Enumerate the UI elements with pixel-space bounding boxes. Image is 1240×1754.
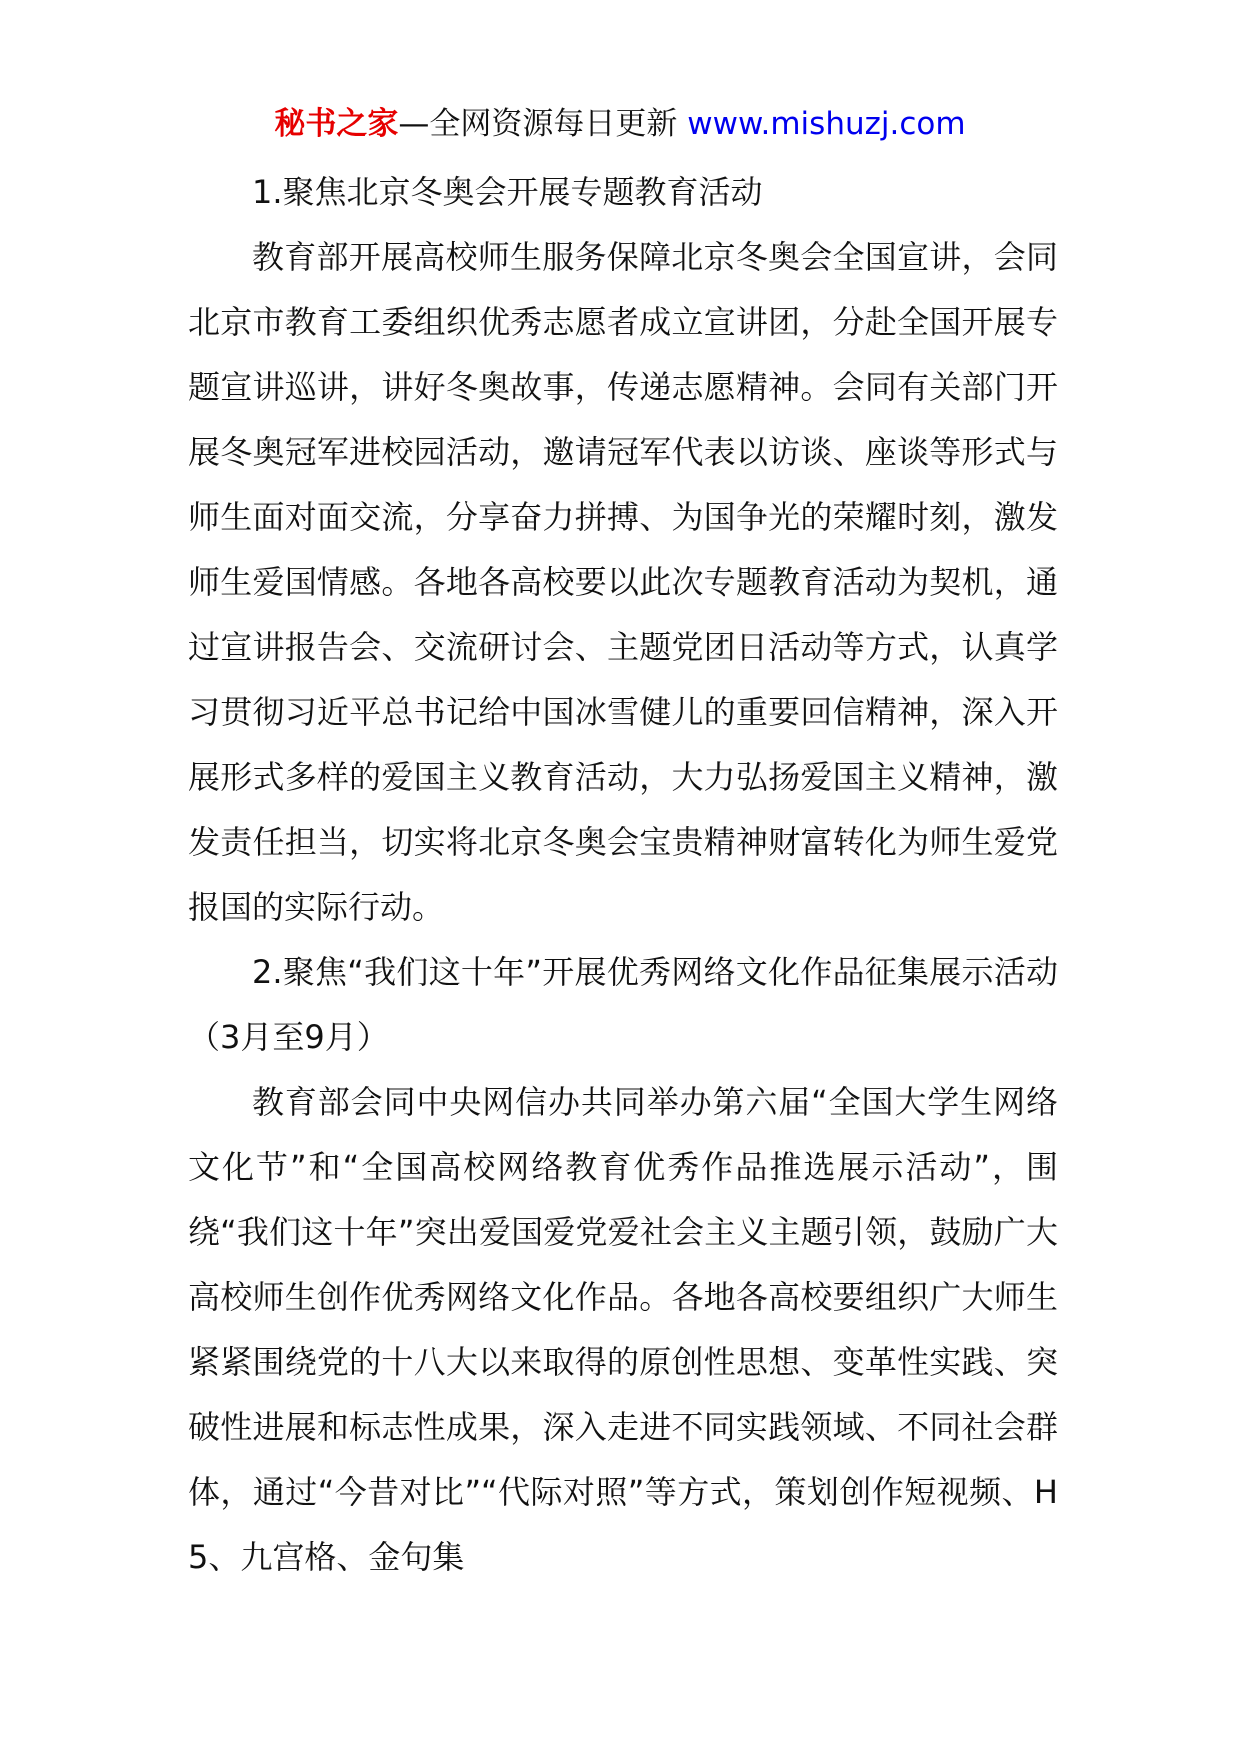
document-body bbox=[188, 160, 1058, 1590]
paragraph-1: 教育部开展高校师生服务保障北京冬奥会全国宣讲，会同北京市教育工委组织优秀志愿者成立宣讲团，分赴全国开展专题宣讲巡讲，讲好冬奥故事，传递志愿精神。会同有关部门开展冬奥冠军进校园活动，邀请冠军代表以访谈、座谈等形式与师生面对面交流，分享奋力拼搏、为国争光的荣耀时刻，激发师生爱国情感。各地各高校要以此次专题教育活动为契机，通过宣讲报告会、交流研讨会、主题党团日活动等方式，认真学习贯彻习近平总书记给中国冰雪健儿的重要回信精神，深入开展形式多样的爱国主义教育活动，大力弘扬爱国主义精神，激发责任担当，切实将北京冬奥会宝贵精神财富转化为师生爱党报国的实际行动。 bbox=[188, 238, 1058, 926]
brand-name: 秘书之家 bbox=[274, 106, 399, 142]
site-url-link[interactable]: www.mishuzj.com bbox=[687, 106, 966, 142]
section-heading-1: 1.聚焦北京冬奥会开展专题教育活动 bbox=[252, 173, 763, 211]
paragraph-2: 教育部会同中央网信办共同举办第六届“全国大学生网络文化节”和“全国高校网络教育优秀作品推选展示活动”，围绕“我们这十年”突出爱国爱党爱社会主义主题引领，鼓励广大高校师生创作优秀网络文化作品。各地各高校要组织广大师生紧紧围绕党的十八大以来取得的原创性思想、变革性实践、突破性进展和标志性成果，深入走进不同实践领域、不同社会群体，通过“今昔对比”“代际对照”等方式，策划创作短视频、H5、九宫格、金句集 bbox=[188, 1083, 1058, 1576]
header-tagline: —全网资源每日更新 bbox=[398, 106, 688, 142]
section-heading-2: 2.聚焦“我们这十年”开展优秀网络文化作品征集展示活动（3月至9月） bbox=[188, 953, 1058, 1056]
site-header bbox=[0, 100, 1240, 148]
